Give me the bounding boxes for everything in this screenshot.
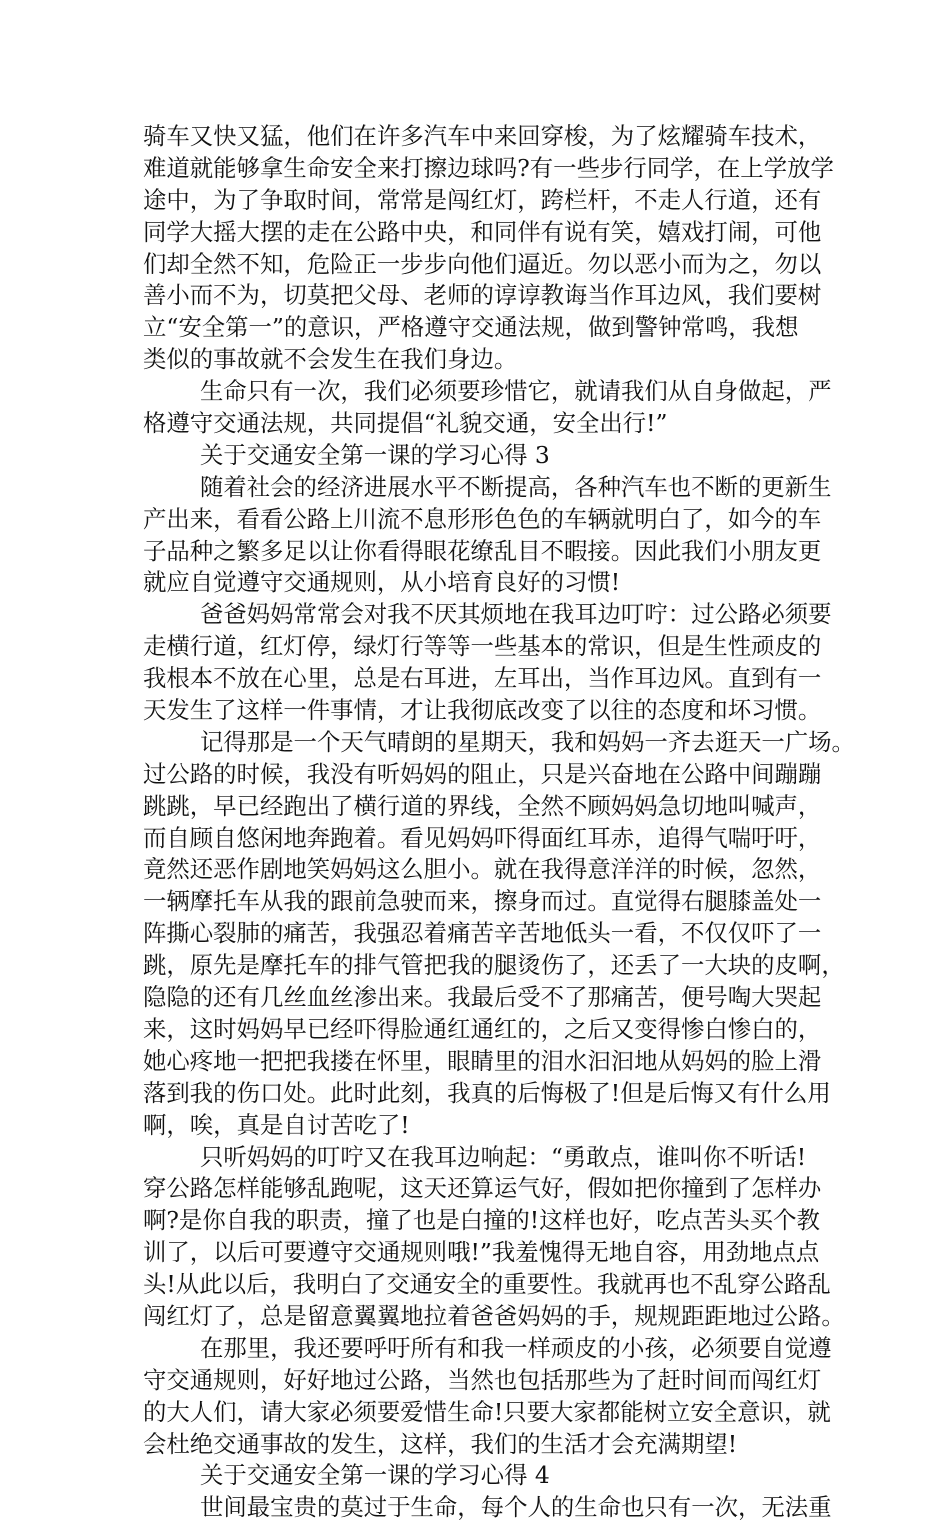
text-line: 爸爸妈妈常常会对我不厌其烦地在我耳边叮咛：过公路必须要 bbox=[200, 600, 832, 629]
text-line: 落到我的伤口处。此时此刻，我真的后悔极了!但是后悔又有什么用 bbox=[143, 1078, 831, 1107]
text-line: 类似的事故就不会发生在我们身边。 bbox=[143, 345, 518, 374]
text-line: 闯红灯了，总是留意翼翼地拉着爸爸妈妈的手，规规距距地过公路。 bbox=[143, 1301, 845, 1330]
text-line: 善小而不为，切莫把父母、老师的谆谆教诲当作耳边风，我们要树 bbox=[143, 281, 822, 310]
text-line: 一辆摩托车从我的跟前急驶而来，擦身而过。直觉得右腿膝盖处一 bbox=[143, 887, 822, 916]
text-line: 会杜绝交通事故的发生，这样，我们的生活才会充满期望! bbox=[143, 1429, 738, 1458]
text-line: 跳，原先是摩托车的排气管把我的腿烫伤了，还丢了一大块的皮啊， bbox=[143, 951, 845, 980]
text-line: 随着社会的经济进展水平不断提高，各种汽车也不断的更新生 bbox=[200, 472, 832, 501]
text-line: 只听妈妈的叮咛又在我耳边响起：“勇敢点，谁叫你不听话! bbox=[200, 1142, 807, 1171]
text-line: 阵撕心裂肺的痛苦，我强忍着痛苦辛苦地低头一看，不仅仅吓了一 bbox=[143, 919, 822, 948]
text-line: 啊，唉，真是自讨苦吃了! bbox=[143, 1110, 410, 1139]
text-line: 骑车又快又猛，他们在许多汽车中来回穿梭，为了炫耀骑车技术， bbox=[143, 122, 822, 150]
text-line: 竟然还恶作剧地笑妈妈这么胆小。就在我得意洋洋的时候，忽然， bbox=[143, 855, 822, 884]
text-line: 的大人们，请大家必须要爱惜生命!只要大家都能树立安全意识，就 bbox=[143, 1397, 831, 1426]
text-line: 穿公路怎样能够乱跑呢，这天还算运气好，假如把你撞到了怎样办 bbox=[143, 1174, 822, 1203]
text-line: 天发生了这样一件事情，才让我彻底改变了以往的态度和坏习惯。 bbox=[143, 696, 822, 725]
text-line: 啊?是你自我的职责，撞了也是白撞的!这样也好，吃点苦头买个教 bbox=[143, 1206, 820, 1235]
text-line: 我根本不放在心里，总是右耳进，左耳出，当作耳边风。直到有一 bbox=[143, 664, 822, 693]
text-line: 就应自觉遵守交通规则，从小培育良好的习惯! bbox=[143, 568, 621, 597]
text-line: 产出来，看看公路上川流不息形形色色的车辆就明白了，如今的车 bbox=[143, 504, 822, 533]
text-line: 立“安全第一”的意识，严格遵守交通法规，做到警钟常鸣，我想 bbox=[143, 313, 799, 342]
text-line: 难道就能够拿生命安全来打擦边球吗?有一些步行同学，在上学放学 bbox=[143, 153, 834, 182]
text-line: 跳跳，早已经跑出了横行道的界线，全然不顾妈妈急切地叫喊声， bbox=[143, 791, 822, 820]
text-line: 隐隐的还有几丝血丝渗出来。我最后受不了那痛苦，便号啕大哭起 bbox=[143, 983, 822, 1012]
document-body bbox=[143, 121, 855, 1524]
text-line: 子品种之繁多足以让你看得眼花缭乱目不暇接。因此我们小朋友更 bbox=[143, 536, 822, 565]
text-line: 头!从此以后，我明白了交通安全的重要性。我就再也不乱穿公路乱 bbox=[143, 1270, 831, 1299]
text-line: 训了，以后可要遵守交通规则哦!”我羞愧得无地自容，用劲地点点 bbox=[143, 1238, 820, 1267]
text-line: 生命只有一次，我们必须要珍惜它，就请我们从自身做起，严 bbox=[200, 377, 832, 406]
text-line: 同学大摇大摆的走在公路中央，和同伴有说有笑，嬉戏打闹，可他 bbox=[143, 217, 822, 246]
text-line: 来，这时妈妈早已经吓得脸通红通红的，之后又变得惨白惨白的， bbox=[143, 1014, 822, 1043]
text-line: 过公路的时候，我没有听妈妈的阻止，只是兴奋地在公路中间蹦蹦 bbox=[143, 759, 822, 788]
text-line: 途中，为了争取时间，常常是闯红灯，跨栏杆，不走人行道，还有 bbox=[143, 185, 822, 214]
text-line: 守交通规则，好好地过公路，当然也包括那些为了赶时间而闯红灯 bbox=[143, 1365, 822, 1394]
text-line: 们却全然不知，危险正一步步向他们逼近。勿以恶小而为之，勿以 bbox=[143, 249, 822, 278]
text-line: 而自顾自悠闲地奔跑着。看见妈妈吓得面红耳赤，追得气喘吁吁， bbox=[143, 823, 822, 852]
text-line: 格遵守交通法规，共同提倡“礼貌交通，安全出行!” bbox=[143, 409, 668, 438]
section-heading: 关于交通安全第一课的学习心得 3 bbox=[200, 440, 550, 469]
text-line: 她心疼地一把把我搂在怀里，眼睛里的泪水汩汩地从妈妈的脸上滑 bbox=[143, 1046, 822, 1075]
section-heading: 关于交通安全第一课的学习心得 4 bbox=[200, 1461, 550, 1490]
text-line: 世间最宝贵的莫过于生命，每个人的生命也只有一次，无法重 bbox=[200, 1493, 832, 1522]
text-line: 走横行道，红灯停，绿灯行等等一些基本的常识，但是生性顽皮的 bbox=[143, 632, 822, 661]
text-line: 记得那是一个天气晴朗的星期天，我和妈妈一齐去逛天一广场。 bbox=[200, 727, 855, 756]
text-line: 在那里，我还要呼吁所有和我一样顽皮的小孩，必须要自觉遵 bbox=[200, 1333, 832, 1362]
